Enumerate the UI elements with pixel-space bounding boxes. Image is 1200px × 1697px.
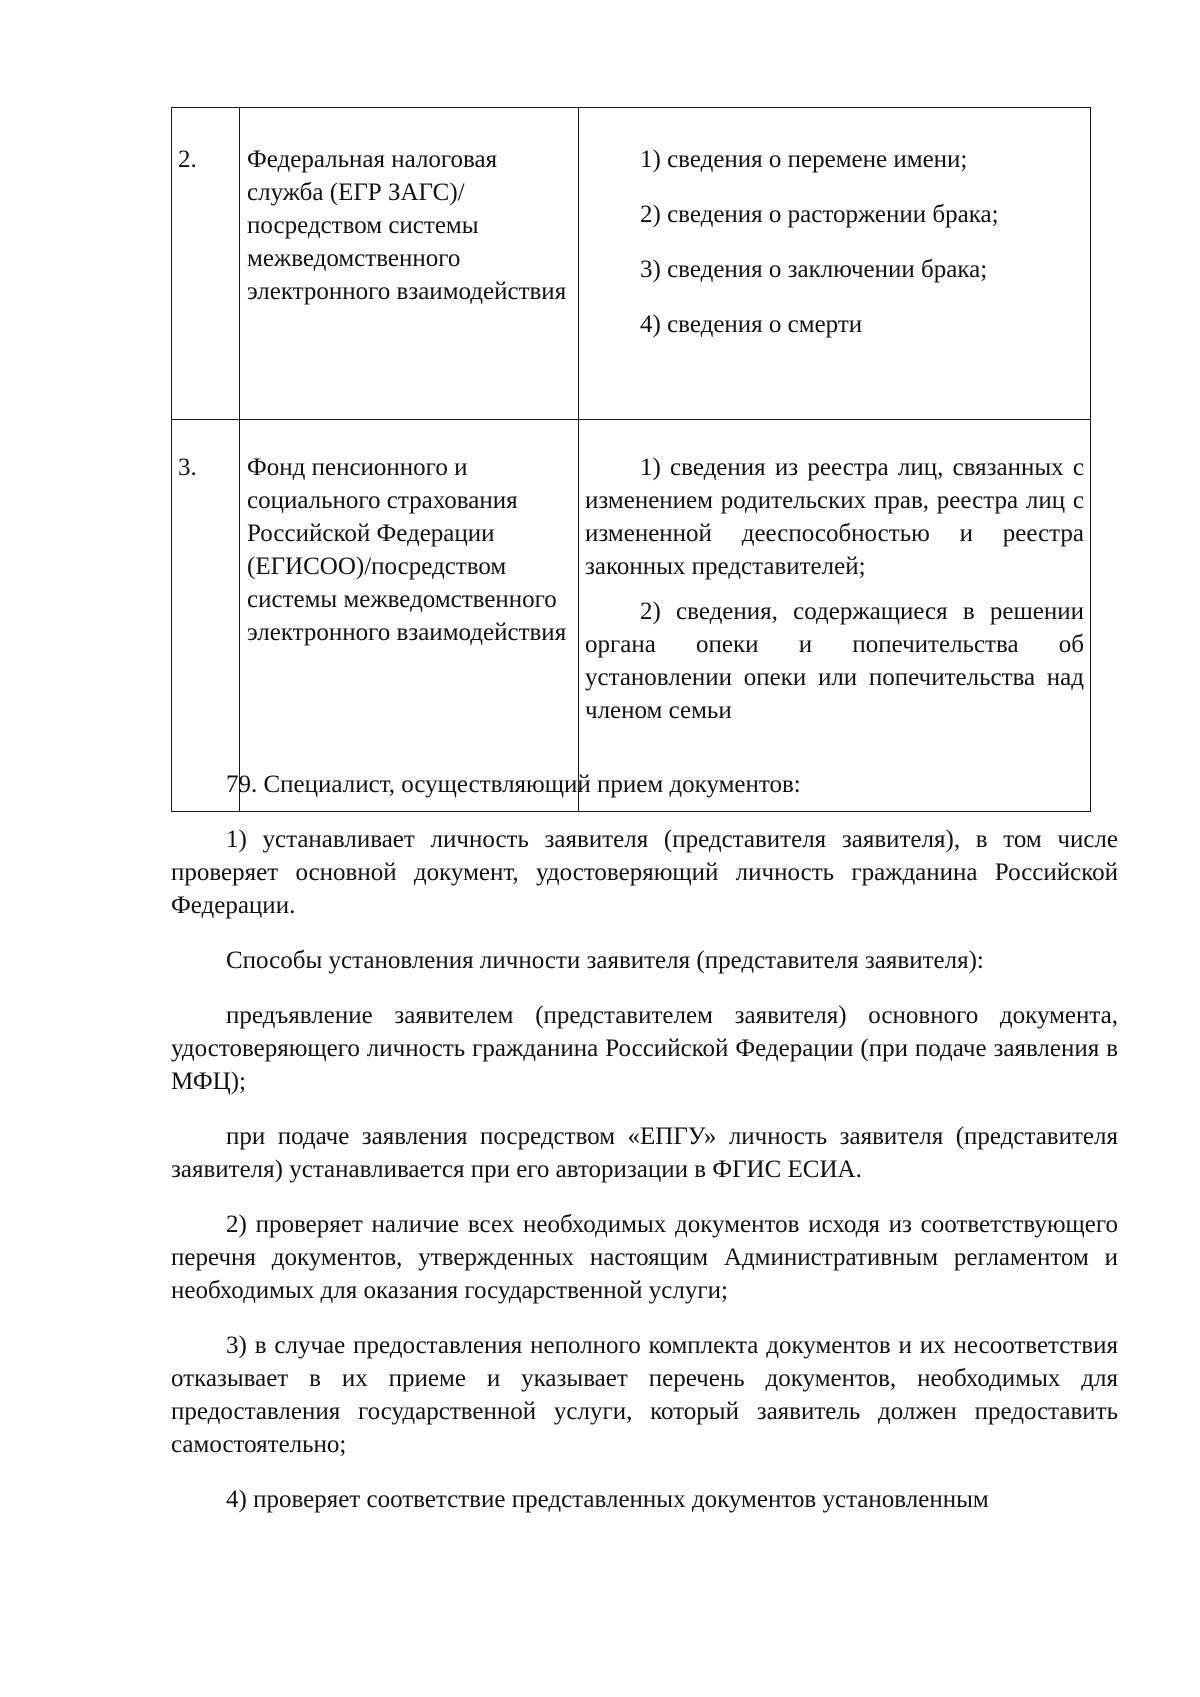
agency-cell: Федеральная налоговая служба (ЕГР ЗАГС)/посредством системы межведомственного электронного взаимодействия xyxy=(240,108,579,420)
row-number: 3. xyxy=(172,420,240,812)
list-item: 4) сведения о смерти xyxy=(640,311,863,338)
agencies-table xyxy=(171,107,1091,812)
info-list xyxy=(585,143,1084,341)
paragraph: 3) в случае предоставления неполного комплекта документов и их несоответствия отказывает в их приеме и указывает перечень документов, необходимых для предоставления государственной услуги, который заявитель должен предоставить самостоятельно; xyxy=(171,1332,1118,1458)
info-cell xyxy=(579,108,1091,420)
paragraph: 4) проверяет соответствие представленных документов установленным xyxy=(226,1486,989,1513)
agency-cell: Фонд пенсионного и социального страхования Российской Федерации (ЕГИСОО)/посредством системы межведомственного электронного взаимодействия xyxy=(240,420,579,812)
row-number: 2. xyxy=(172,108,240,420)
list-item: 1) сведения о перемене имени; xyxy=(640,146,968,173)
list-item: 2) сведения о расторжении брака; xyxy=(640,201,999,228)
list-item: 2) сведения, содержащиеся в решении органа опеки и попечительства об установлении опеки или попечительства над членом семьи xyxy=(585,598,1084,724)
table-row xyxy=(172,420,1091,812)
paragraph: при подаче заявления посредством «ЕПГУ» личность заявителя (представителя заявителя) устанавливается при его авторизации в ФГИС ЕСИА. xyxy=(171,1123,1118,1183)
paragraph: 79. Специалист, осуществляющий прием документов: xyxy=(226,771,801,798)
table-row xyxy=(172,108,1091,420)
list-item: 3) сведения о заключении брака; xyxy=(640,256,988,283)
info-list xyxy=(585,451,1084,727)
body-text xyxy=(171,768,1118,1516)
list-item: 1) сведения из реестра лиц, связанных с изменением родительских прав, реестра лиц с измененной дееспособностью и реестра законных представителей; xyxy=(585,454,1084,580)
paragraph: 1) устанавливает личность заявителя (представителя заявителя), в том числе проверяет основной документ, удостоверяющий личность гражданина Российской Федерации. xyxy=(171,826,1118,919)
paragraph: Способы установления личности заявителя (представителя заявителя): xyxy=(226,947,984,974)
info-cell xyxy=(579,420,1091,812)
paragraph: 2) проверяет наличие всех необходимых документов исходя из соответствующего перечня документов, утвержденных настоящим Административным регламентом и необходимых для оказания государственной услуги; xyxy=(171,1211,1118,1304)
paragraph: предъявление заявителем (представителем заявителя) основного документа, удостоверяющего личность гражданина Российской Федерации (при подаче заявления в МФЦ); xyxy=(171,1002,1118,1095)
